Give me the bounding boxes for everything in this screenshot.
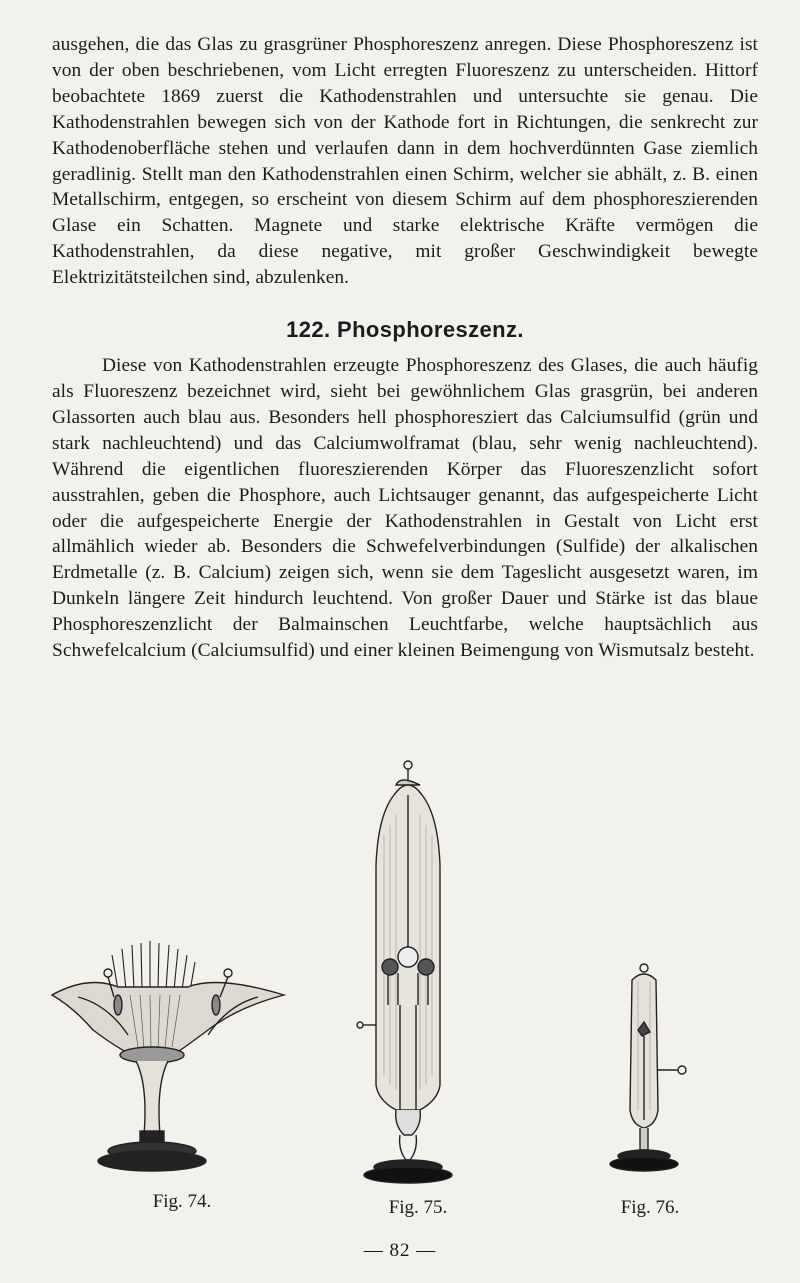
page-number: — 82 — xyxy=(363,1240,437,1261)
fig76-illustration xyxy=(598,960,698,1190)
page-body xyxy=(52,32,758,664)
paragraph-phosphorescence: Diese von Kathodenstrahlen erzeugte Phosphoreszenz des Glases, die auch häufig als Fluoreszenz bezeichnet wird, sieht bei gewöhnlichem Glas grasgrün, bei anderen Glassorten auch blau aus. Besonders hell phosphoresziert das Calciumsulfid (grün und stark nachleuchtend) und das Calciumwolframat (blau, sehr wenig nachleuchtend). Während die eigentlichen fluoreszierenden Körper das Fluoreszenzlicht sofort ausstrahlen, geben die Phosphore, auch Lichtsauger genannt, das aufgespeicherte Licht oder die aufgespeicherte Energie der Kathodenstrahlen in Gestalt von Licht erst allmählich wieder ab. Besonders die Schwefelverbindungen (Sulfide) der alkalischen Erdmetalle (z. B. Calcium) zeigen sich, wenn sie dem Tageslicht ausgesetzt waren, im Dunkeln längere Zeit hindurch leuchtend. Von großer Dauer und Stärke ist das blaue Phosphoreszenzlicht der Balmainschen Leuchtfarbe, welche hauptsächlich aus Schwefelcalcium (Calciumsulfid) und einer kleinen Beimengung von Wismutsalz besteht. xyxy=(52,355,758,662)
fig74-illustration xyxy=(48,935,298,1185)
fig76-caption: Fig. 76. xyxy=(620,1197,680,1218)
fig74-caption: Fig. 74. xyxy=(152,1191,212,1212)
section-heading: 122. Phosphoreszenz. xyxy=(286,317,524,343)
fig75-caption: Fig. 75. xyxy=(388,1197,448,1218)
fig75-illustration xyxy=(340,755,480,1185)
paragraph-cathode-rays: ausgehen, die das Glas zu grasgrüner Phosphoreszenz anregen. Diese Phosphoreszenz ist von der oben beschriebenen, vom Licht erregten Fluoreszenz zu unterscheiden. Hittorf beobachtete 1869 zuerst die Kathodenstrahlen und untersuchte sie genau. Die Kathodenstrahlen bewegen sich von der Kathode fort in Richtungen, die senkrecht zur Kathodenoberfläche stehen und verlaufen dann in dem hochverdünnten Gase ziemlich geradlinig. Stellt man den Kathodenstrahlen einen Schirm, welcher sie abhält, z. B. einen Metallschirm, entgegen, so erscheint von diesem Schirm auf dem phosphoreszierenden Glase ein Schatten. Magnete und starke elektrische Kräfte vermögen die Kathodenstrahlen, da diese negative, mit großer Geschwindigkeit bewegte Elektrizitätsteilchen sind, abzulenken. xyxy=(52,34,758,289)
figures-area xyxy=(0,755,800,1225)
